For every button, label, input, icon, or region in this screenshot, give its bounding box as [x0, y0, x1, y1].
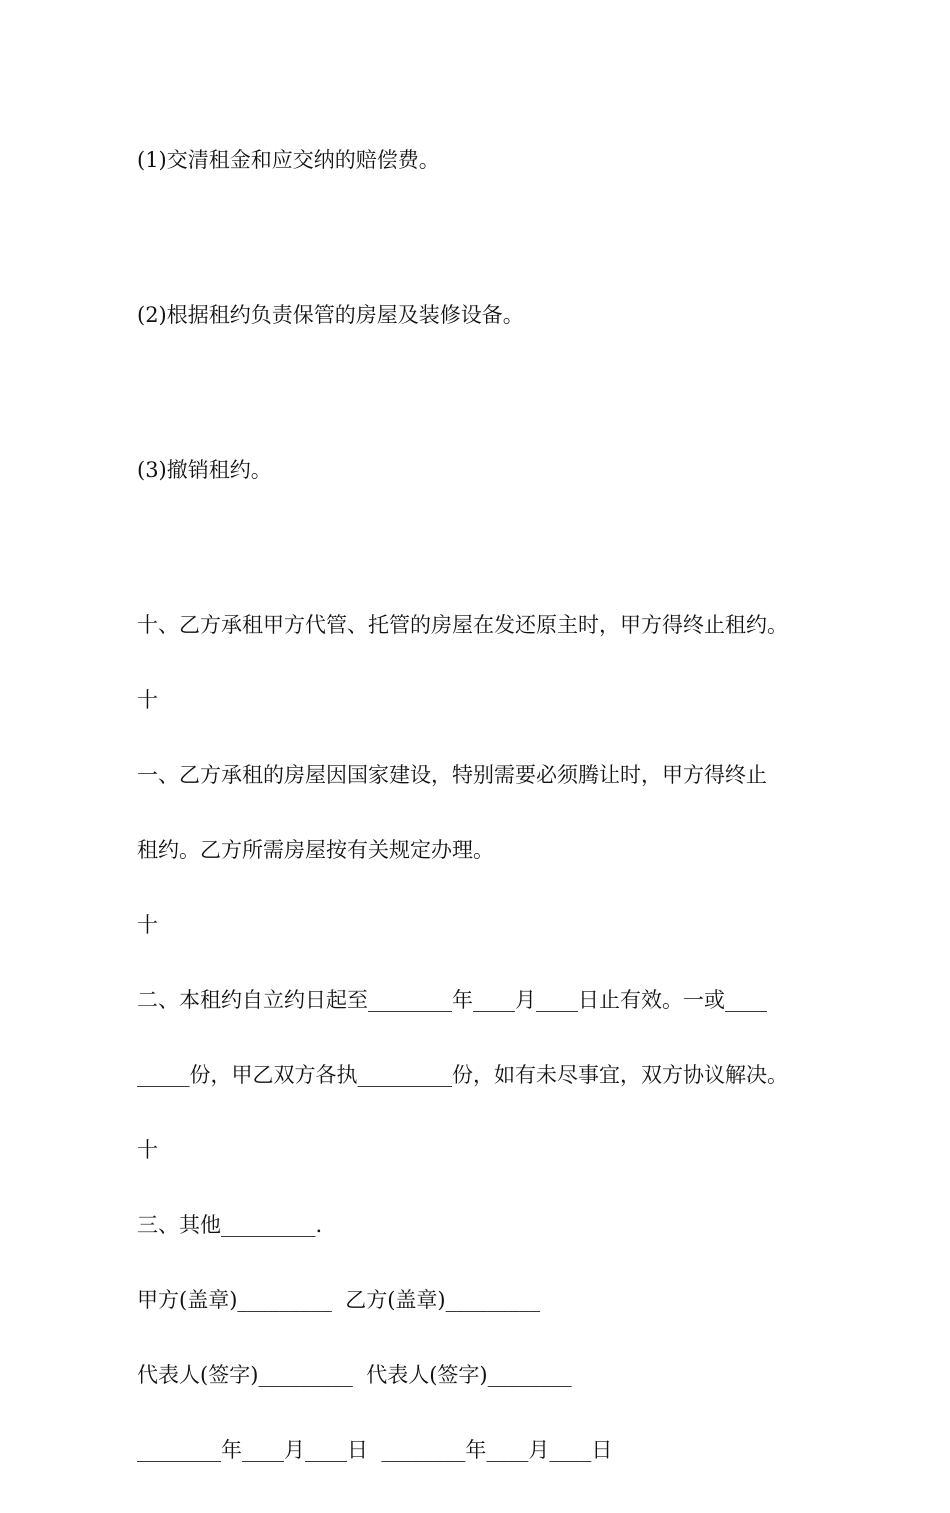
clause-item-1: (1)交清租金和应交纳的赔偿费。 [137, 148, 440, 172]
clause-11-number: 十 [137, 688, 158, 712]
clause-12-number: 十 [137, 913, 158, 937]
party-seal-line: 甲方(盖章)_________ 乙方(盖章)_________ [137, 1288, 541, 1312]
paragraph-gap [137, 533, 827, 563]
clause-item-3: (3)撤销租约。 [137, 458, 272, 482]
clause-13-other: 三、其他_________. [137, 1213, 323, 1237]
paragraph-gap [137, 378, 827, 408]
clause-12-line-2: _____份，甲乙双方各执_________份，如有未尽事宜，双方协议解决。 [137, 1063, 788, 1087]
clause-11-line-2: 租约。乙方所需房屋按有关规定办理。 [137, 838, 494, 862]
clause-10: 十、乙方承租甲方代管、托管的房屋在发还原主时，甲方得终止租约。 [137, 613, 788, 637]
representative-signature-line: 代表人(签字)_________ 代表人(签字)________ [137, 1363, 572, 1387]
document-body [137, 98, 827, 1513]
paragraph-gap [137, 223, 827, 253]
clause-11-line-1: 一、乙方承租的房屋因国家建设，特别需要必须腾让时，甲方得终止 [137, 763, 767, 787]
clause-13-number: 十 [137, 1138, 158, 1162]
clause-item-2: (2)根据租约负责保管的房屋及装修设备。 [137, 303, 524, 327]
clause-12-line-1: 二、本租约自立约日起至________年____月____日止有效。一或____ [137, 988, 767, 1012]
date-line: ________年____月____日 ________年____月____日 [137, 1438, 613, 1462]
